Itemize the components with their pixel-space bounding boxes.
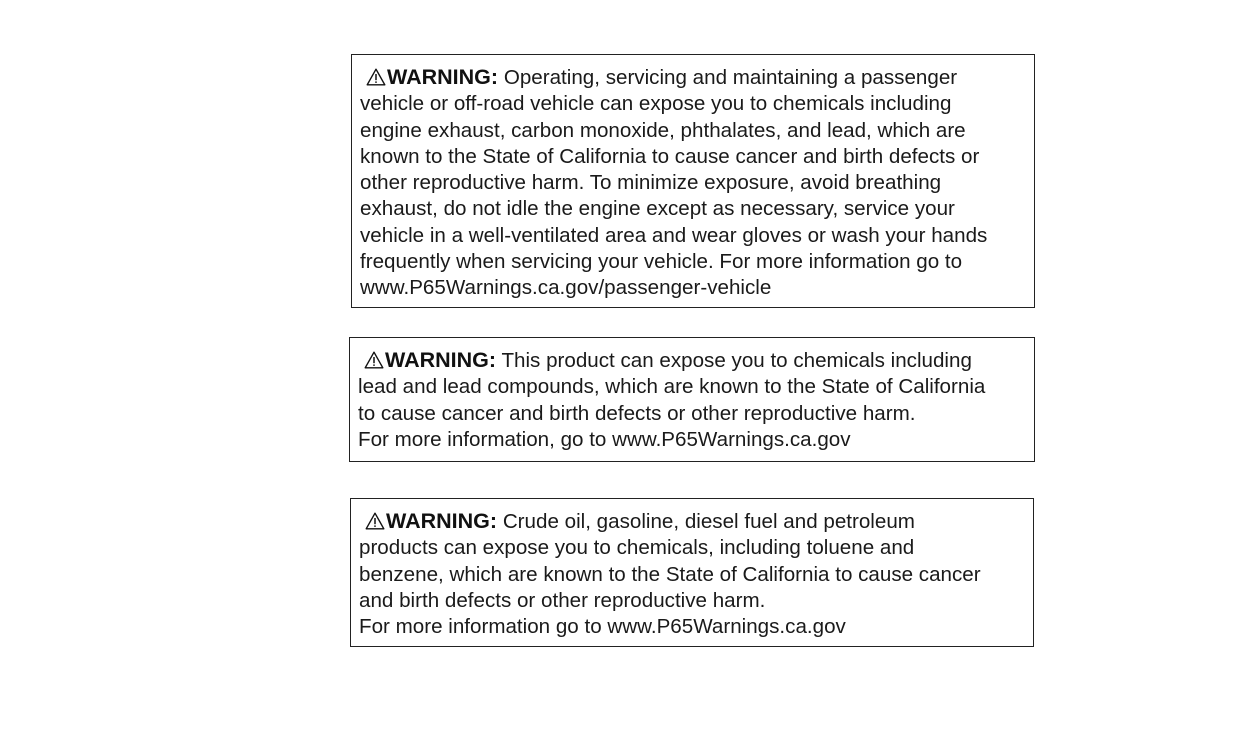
warning-box-petroleum <box>350 498 1034 647</box>
warning-triangle-icon <box>364 351 384 369</box>
warning-text-line: vehicle in a well-ventilated area and wear gloves or wash your hands <box>360 223 988 247</box>
warning-text-line: vehicle or off-road vehicle can expose you to chemicals including <box>360 92 952 116</box>
warning-label: WARNING: <box>387 65 499 89</box>
warning-info-url: For more information, go to www.P65Warnings.ca.gov <box>358 427 851 451</box>
warning-text-line: frequently when servicing your vehicle. For more information go to <box>360 250 963 274</box>
warning-text: This product can expose you to chemicals including <box>501 349 972 372</box>
warning-first-line <box>360 64 1026 91</box>
warning-text-line: products can expose you to chemicals, including toluene and <box>359 536 915 560</box>
warning-triangle-icon <box>366 68 386 86</box>
warning-label: WARNING: <box>385 348 497 372</box>
warning-heading <box>358 347 496 373</box>
warning-text-line: to cause cancer and birth defects or other reproductive harm. <box>358 401 916 425</box>
warning-info-url: For more information go to www.P65Warnings.ca.gov <box>359 615 846 639</box>
warning-text-line: engine exhaust, carbon monoxide, phthalates, and lead, which are <box>360 118 966 142</box>
warning-triangle-icon <box>365 512 385 530</box>
warning-text-line: exhaust, do not idle the engine except as necessary, service your <box>360 197 955 221</box>
warning-text-line: lead and lead compounds, which are known to the State of California <box>358 375 986 399</box>
warning-text: Crude oil, gasoline, diesel fuel and petroleum <box>502 510 915 533</box>
warning-text-line: other reproductive harm. To minimize exposure, avoid breathing <box>360 171 942 195</box>
warning-first-line <box>358 347 1026 374</box>
warning-text-line: known to the State of California to cause cancer and birth defects or <box>360 144 980 168</box>
warning-text: Operating, servicing and maintaining a passenger <box>503 66 958 89</box>
warning-heading <box>360 64 498 90</box>
warning-text-line: benzene, which are known to the State of California to cause cancer <box>359 562 981 586</box>
warning-info-url: www.P65Warnings.ca.gov/passenger-vehicle <box>360 276 772 300</box>
warning-label: WARNING: <box>386 509 498 533</box>
warning-heading <box>359 508 497 534</box>
warning-text-line: and birth defects or other reproductive harm. <box>359 588 766 612</box>
warning-box-lead <box>349 337 1035 462</box>
warning-box-passenger-vehicle <box>351 54 1035 308</box>
warning-first-line <box>359 508 1025 535</box>
